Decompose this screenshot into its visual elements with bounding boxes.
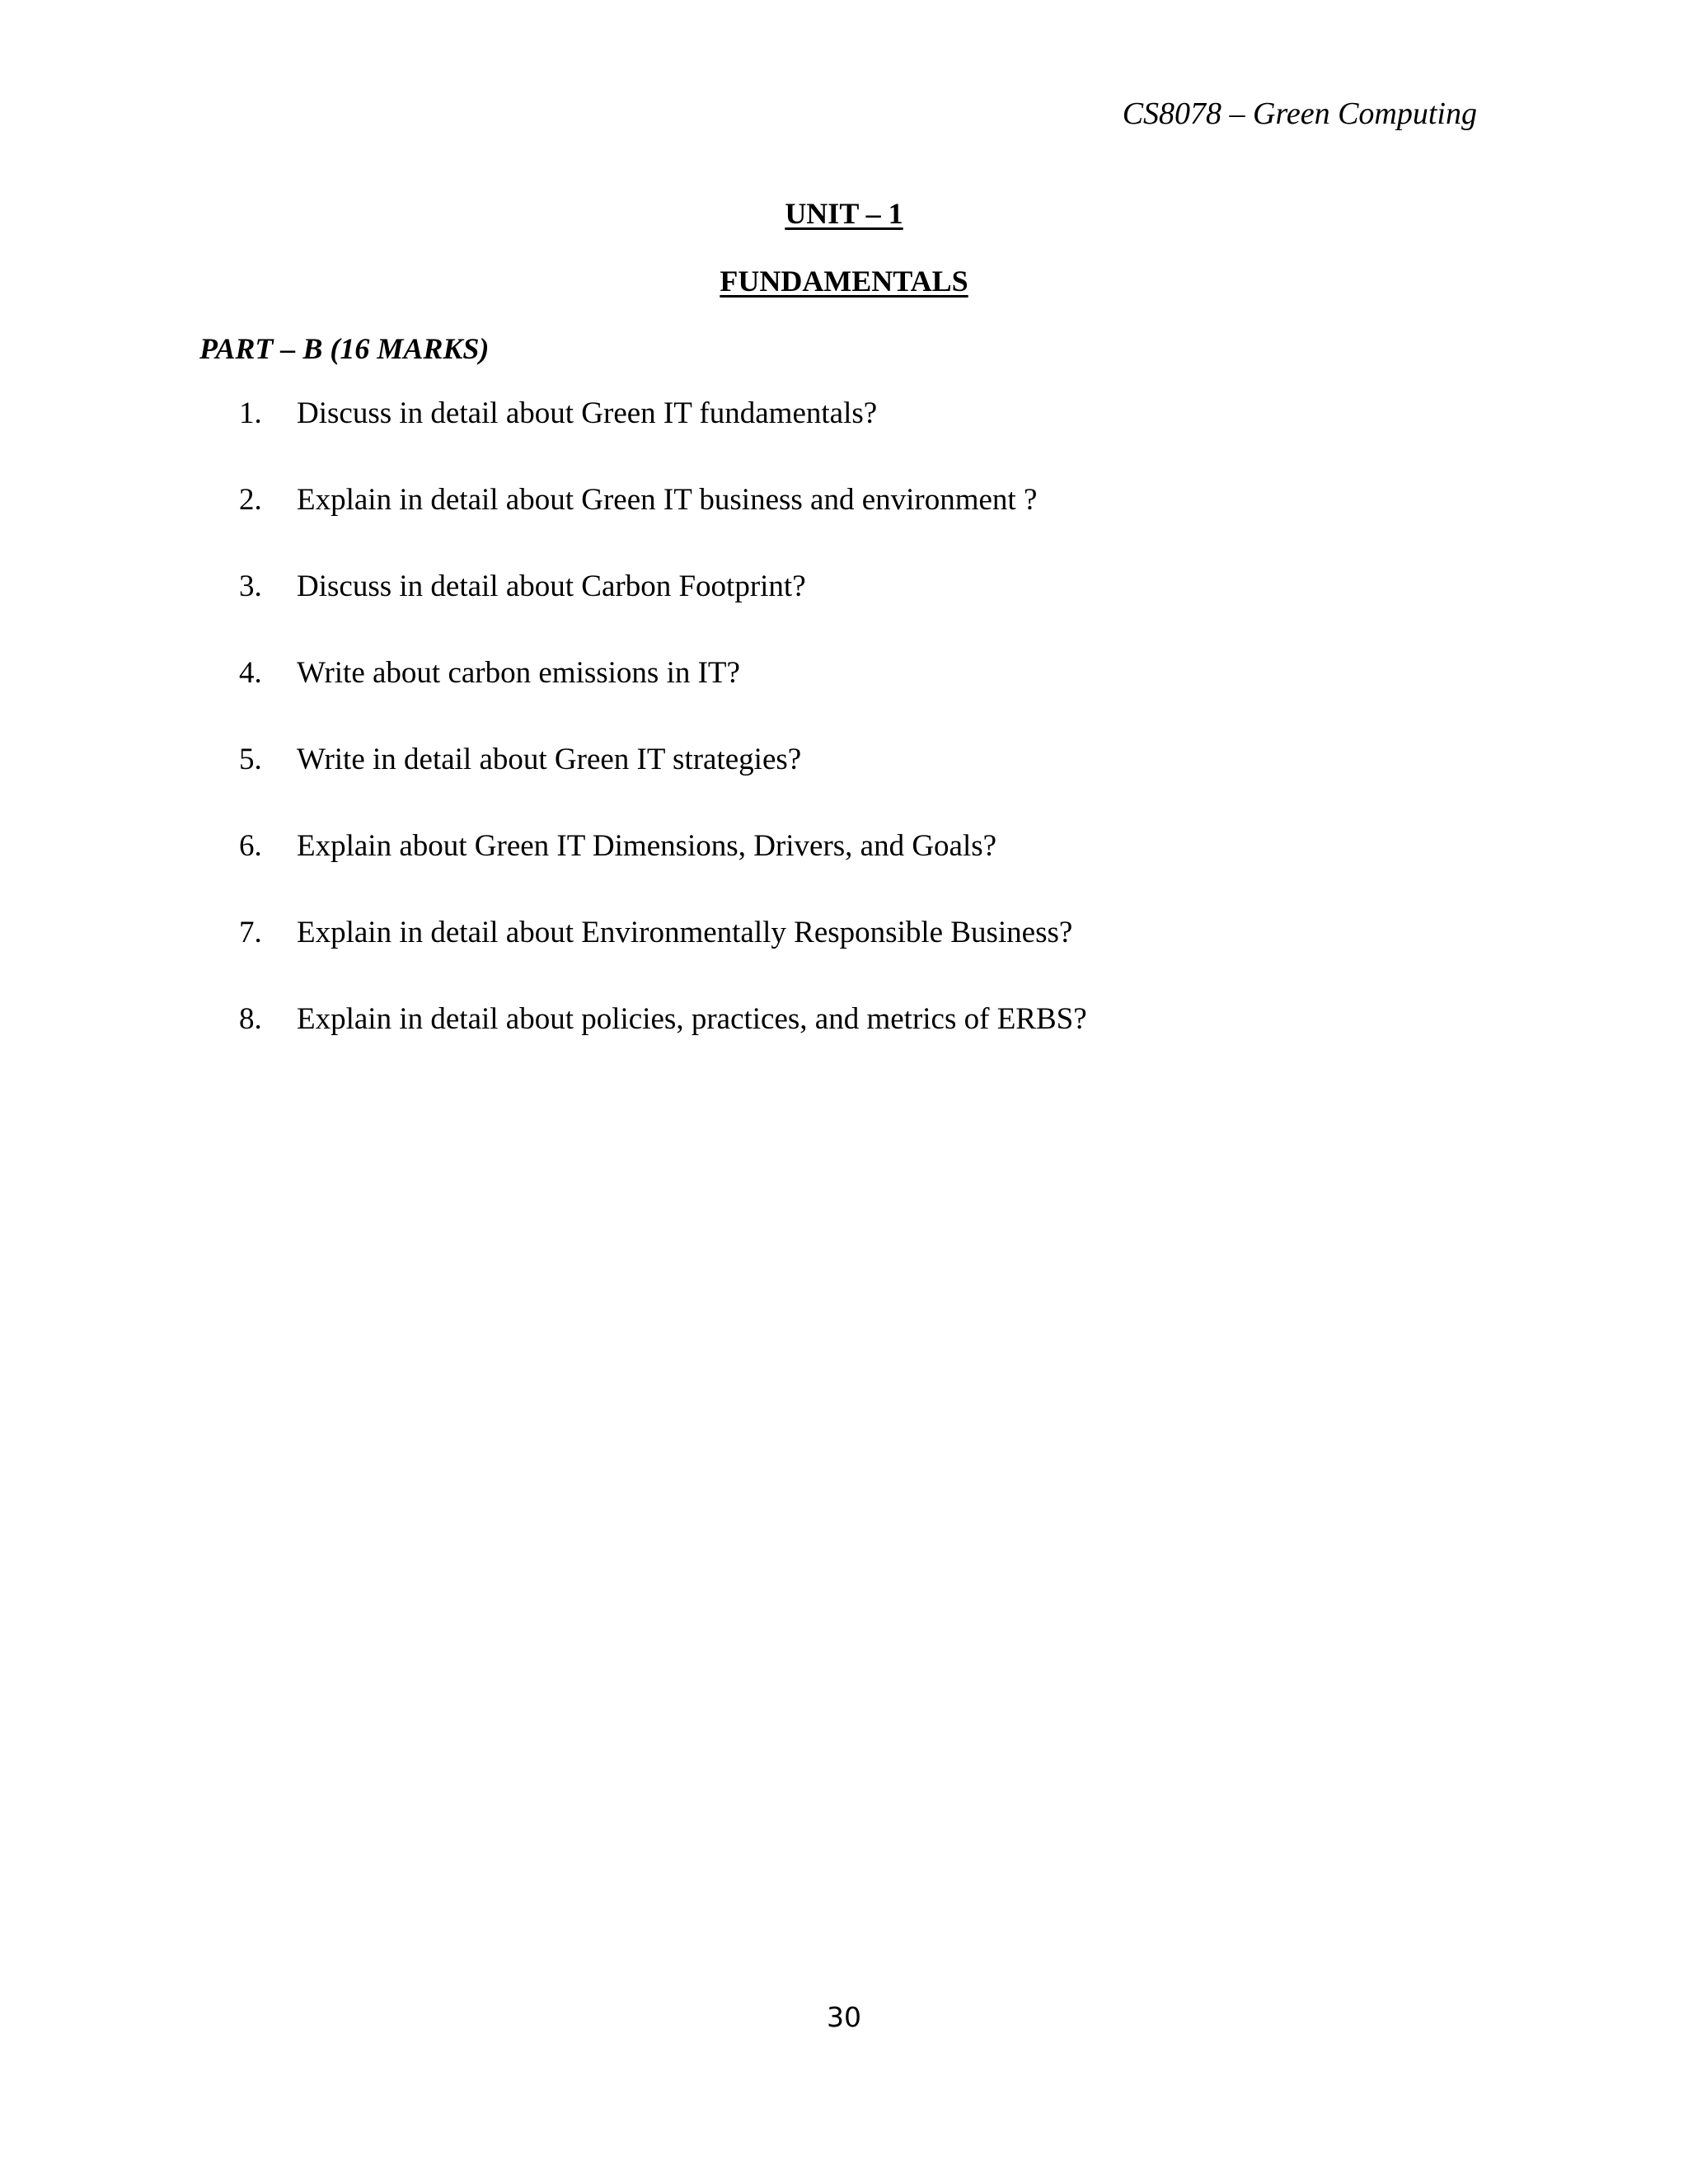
question-text: Discuss in detail about Green IT fundamentals? (297, 396, 878, 430)
question-item (239, 1001, 1087, 1088)
question-text: Discuss in detail about Carbon Footprint? (297, 569, 806, 603)
question-number: 2. (239, 483, 262, 517)
question-number: 8. (239, 1002, 262, 1036)
question-number: 3. (239, 569, 262, 603)
question-text: Write in detail about Green IT strategies? (297, 743, 802, 776)
question-text: Write about carbon emissions in IT? (297, 656, 740, 690)
question-number: 6. (239, 829, 262, 863)
unit-title: UNIT – 1 (785, 197, 903, 230)
question-text: Explain in detail about policies, practices, and metrics of ERBS? (297, 1002, 1087, 1036)
section-title: FUNDAMENTALS (720, 265, 968, 298)
question-text: Explain in detail about Green IT business and environment ? (297, 483, 1038, 517)
question-text: Explain in detail about Environmentally Responsible Business? (297, 916, 1073, 949)
page-number: 30 (827, 2001, 861, 2033)
question-text: Explain about Green IT Dimensions, Drivers, and Goals? (297, 829, 997, 863)
question-number: 7. (239, 916, 262, 949)
question-list (239, 396, 1087, 1088)
question-number: 1. (239, 396, 262, 430)
running-header: CS8078 – Green Computing (1122, 96, 1477, 131)
part-heading: PART – B (16 MARKS) (199, 332, 490, 365)
question-number: 4. (239, 656, 262, 690)
question-item (239, 655, 1087, 742)
question-item (239, 915, 1087, 1001)
question-item (239, 396, 1087, 482)
question-item (239, 569, 1087, 655)
question-item (239, 742, 1087, 828)
question-item (239, 482, 1087, 569)
question-item (239, 828, 1087, 915)
question-number: 5. (239, 743, 262, 776)
